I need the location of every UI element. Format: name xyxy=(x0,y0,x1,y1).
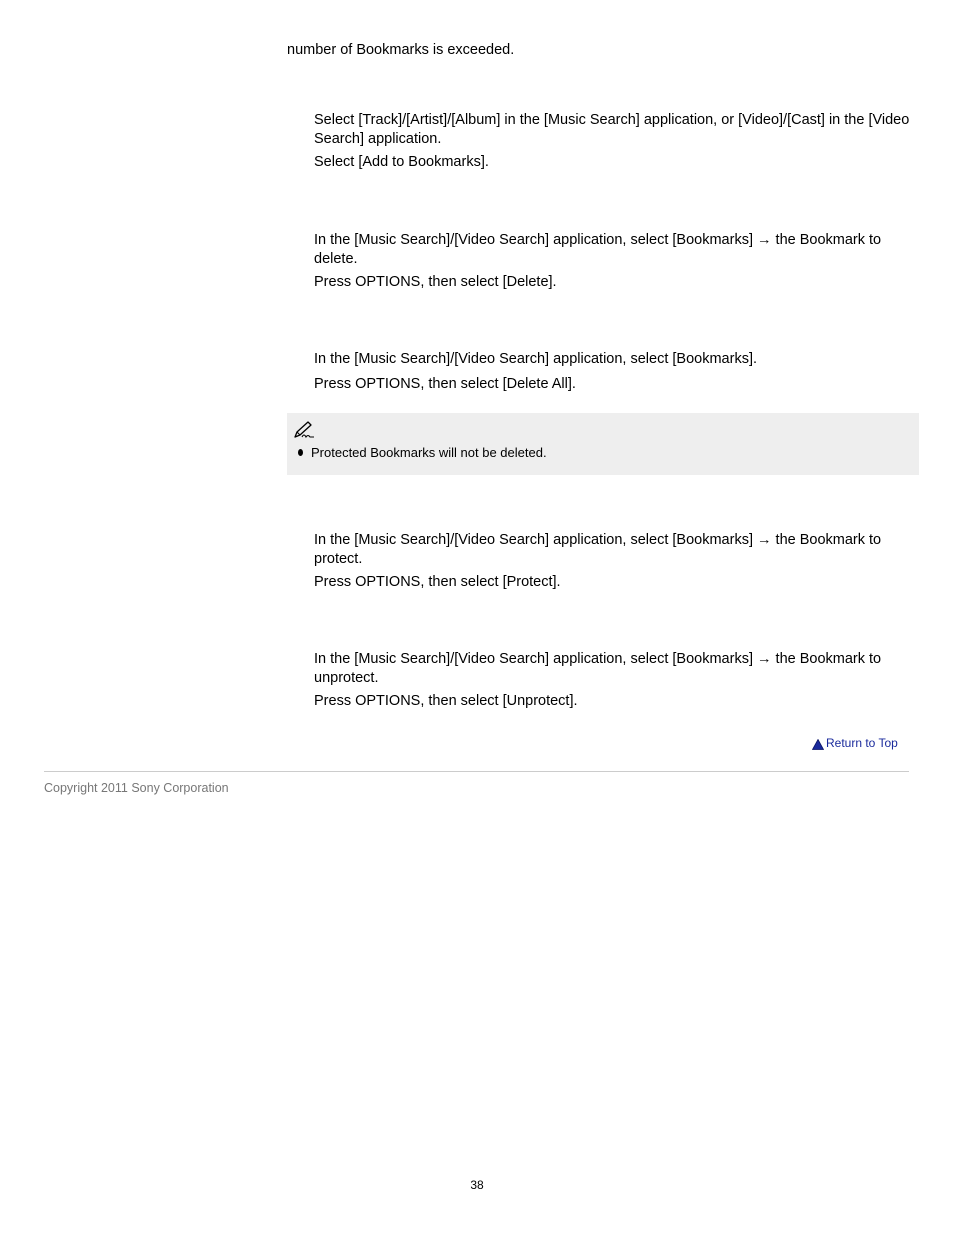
note-box xyxy=(287,413,919,475)
copyright-text: Copyright 2011 Sony Corporation xyxy=(44,781,229,795)
intro-text: number of Bookmarks is exceeded. xyxy=(287,42,515,58)
up-triangle-icon xyxy=(812,738,824,749)
step-protect-1: In the [Music Search]/[Video Search] application, select [Bookmarks] → the Bookmark to protect. xyxy=(314,532,882,567)
step-add-1: Select [Track]/[Artist]/[Album] in the [Music Search] application, or [Video]/[Cast] in the [Video Search] application. xyxy=(314,112,910,147)
footer-divider xyxy=(44,771,909,772)
step-unprotect-1: In the [Music Search]/[Video Search] application, select [Bookmarks] → the Bookmark to unprotect. xyxy=(314,651,882,686)
step-add-2: Select [Add to Bookmarks]. xyxy=(314,154,489,170)
return-to-top-label: Return to Top xyxy=(826,736,898,750)
step-unprotect-2: Press OPTIONS, then select [Unprotect]. xyxy=(314,693,578,709)
step-delete-1: In the [Music Search]/[Video Search] application, select [Bookmarks] → the Bookmark to delete. xyxy=(314,232,882,267)
return-to-top-link[interactable] xyxy=(812,735,898,751)
note-pen-icon xyxy=(293,420,315,440)
page-number: 38 xyxy=(470,1178,484,1192)
note-item: Protected Bookmarks will not be deleted. xyxy=(311,445,547,460)
step-delete-2: Press OPTIONS, then select [Delete]. xyxy=(314,274,557,290)
bullet-icon xyxy=(298,449,303,456)
step-delete-all-2: Press OPTIONS, then select [Delete All]. xyxy=(314,376,576,392)
step-protect-2: Press OPTIONS, then select [Protect]. xyxy=(314,574,561,590)
step-delete-all-1: In the [Music Search]/[Video Search] application, select [Bookmarks]. xyxy=(314,351,758,367)
